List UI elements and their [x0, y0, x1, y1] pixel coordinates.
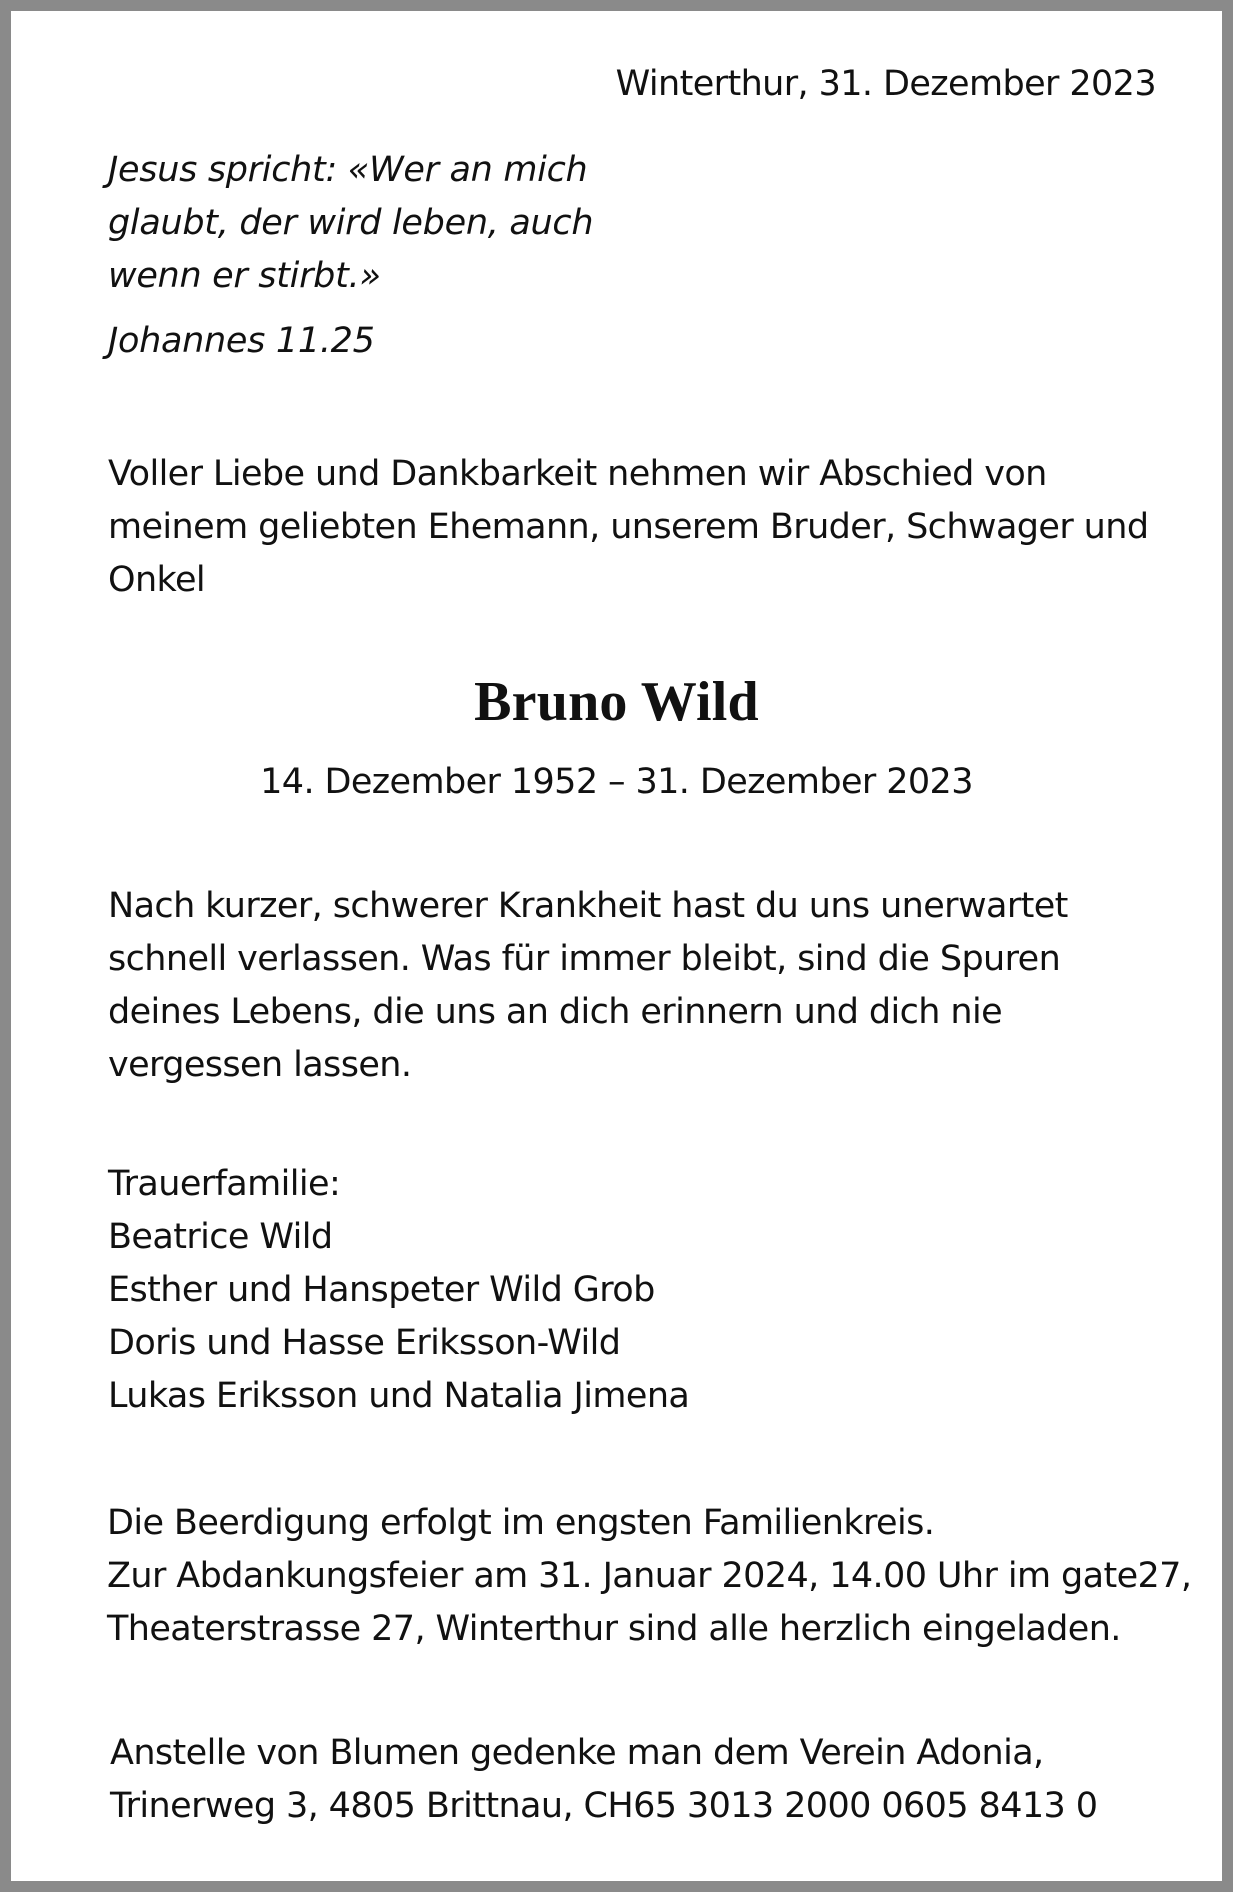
family-heading: Trauerfamilie:: [108, 1164, 341, 1204]
farewell-line-1: Voller Liebe und Dankbarkeit nehmen wir Abschied von: [108, 454, 1047, 494]
funeral-line-3: Theaterstrasse 27, Winterthur sind alle herzlich eingeladen.: [107, 1609, 1121, 1649]
funeral-line-1: Die Beerdigung erfolgt im engsten Familienkreis.: [107, 1503, 935, 1543]
bible-quote-line-2: glaubt, der wird leben, auch: [108, 203, 594, 243]
deceased-name: Bruno Wild: [474, 671, 759, 733]
message-line-2: schnell verlassen. Was für immer bleibt, sind die Spuren: [108, 939, 1061, 979]
place-date: Winterthur, 31. Dezember 2023: [615, 64, 1156, 104]
bible-quote-line-1: Jesus spricht: «Wer an mich: [108, 150, 588, 190]
family-member-4: Lukas Eriksson und Natalia Jimena: [108, 1376, 690, 1416]
family-member-1: Beatrice Wild: [108, 1217, 333, 1257]
message-line-3: deines Lebens, die uns an dich erinnern und dich nie: [108, 992, 1003, 1032]
donation-line-2: Trinerweg 3, 4805 Brittnau, CH65 3013 2000 0605 8413 0: [110, 1786, 1098, 1826]
donation-line-1: Anstelle von Blumen gedenke man dem Verein Adonia,: [110, 1733, 1044, 1773]
funeral-line-2: Zur Abdankungsfeier am 31. Januar 2024, 14.00 Uhr im gate27,: [107, 1556, 1192, 1596]
message-line-4: vergessen lassen.: [108, 1045, 412, 1085]
family-member-3: Doris und Hasse Eriksson-Wild: [108, 1323, 621, 1363]
message-line-1: Nach kurzer, schwerer Krankheit hast du uns unerwartet: [108, 886, 1068, 926]
bible-quote-line-3: wenn er stirbt.»: [108, 256, 381, 296]
farewell-line-3: Onkel: [108, 560, 206, 600]
bible-quote-source: Johannes 11.25: [108, 321, 375, 361]
farewell-line-2: meinem geliebten Ehemann, unserem Bruder, Schwager und: [108, 507, 1149, 547]
family-member-2: Esther und Hanspeter Wild Grob: [108, 1270, 655, 1310]
life-dates: 14. Dezember 1952 – 31. Dezember 2023: [260, 762, 973, 802]
